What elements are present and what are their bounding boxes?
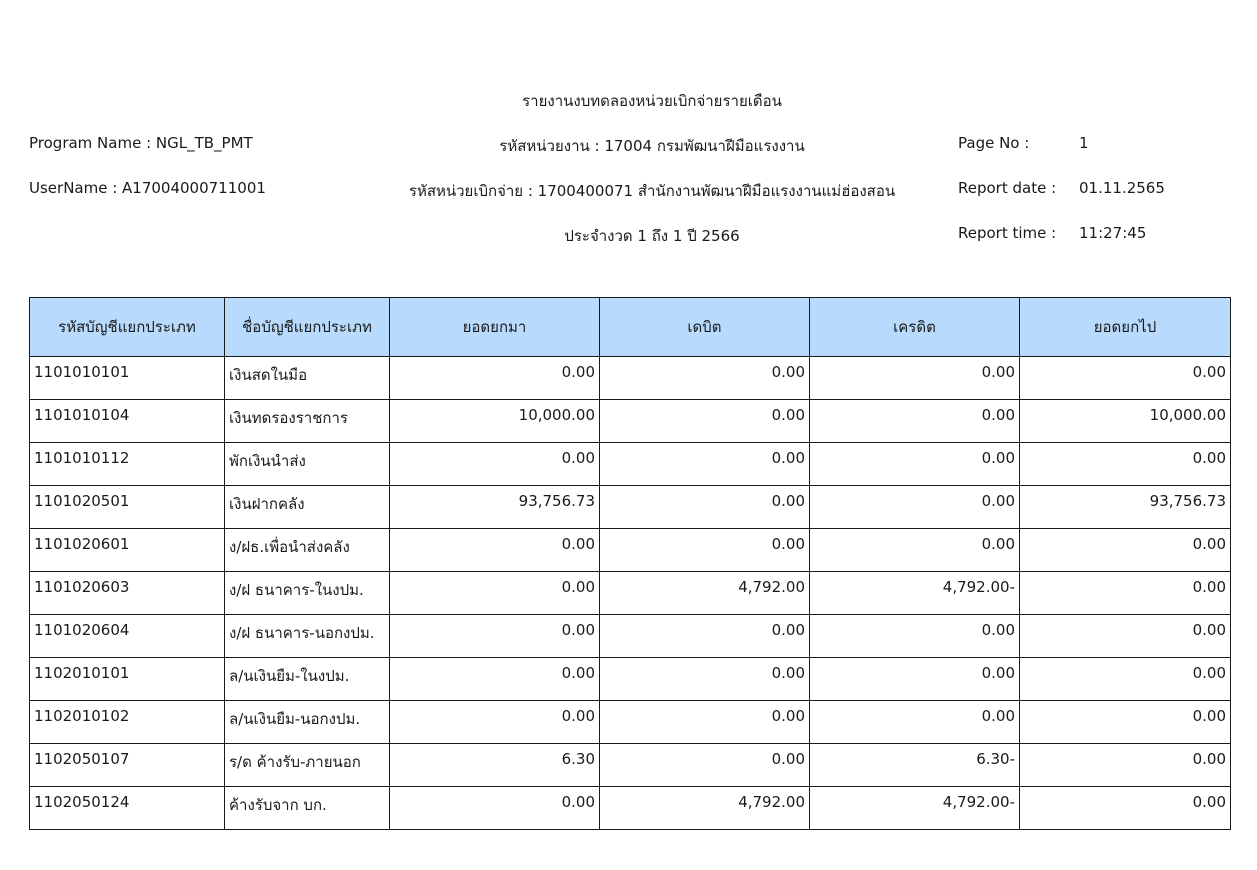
cell-debit: 0.00 xyxy=(600,658,810,701)
cell-opening-balance: 0.00 xyxy=(390,443,600,486)
report-title: รายงานงบทดลองหน่วยเบิกจ่ายรายเดือน xyxy=(522,92,782,110)
column-header-closing-balance: ยอดยกไป xyxy=(1020,298,1231,357)
report-period: ประจำงวด 1 ถึง 1 ปี 2566 xyxy=(564,227,740,245)
disbursing-unit: รหัสหน่วยเบิกจ่าย : 1700400071 สำนักงานพัฒนาฝีมือแรงงานแม่ฮ่องสอน xyxy=(408,182,896,200)
cell-credit: 0.00 xyxy=(810,443,1020,486)
cell-debit: 4,792.00 xyxy=(600,787,810,830)
cell-credit: 0.00 xyxy=(810,701,1020,744)
column-header-credit: เครดิต xyxy=(810,298,1020,357)
cell-account-code: 1101010112 xyxy=(30,443,225,486)
cell-account-code: 1101020601 xyxy=(30,529,225,572)
cell-opening-balance: 93,756.73 xyxy=(390,486,600,529)
table-row xyxy=(30,744,1231,787)
table-row xyxy=(30,701,1231,744)
cell-account-code: 1101010104 xyxy=(30,400,225,443)
cell-account-code: 1102010102 xyxy=(30,701,225,744)
cell-account-code: 1102050107 xyxy=(30,744,225,787)
cell-account-name: ร/ด ค้างรับ-ภายนอก xyxy=(225,744,390,787)
cell-closing-balance: 0.00 xyxy=(1020,443,1231,486)
cell-credit: 0.00 xyxy=(810,615,1020,658)
cell-closing-balance: 93,756.73 xyxy=(1020,486,1231,529)
page-no-value: 1 xyxy=(1079,134,1089,152)
cell-debit: 0.00 xyxy=(600,443,810,486)
cell-opening-balance: 0.00 xyxy=(390,615,600,658)
cell-account-code: 1101020501 xyxy=(30,486,225,529)
cell-account-name: เงินฝากคลัง xyxy=(225,486,390,529)
cell-account-code: 1101010101 xyxy=(30,357,225,400)
cell-opening-balance: 0.00 xyxy=(390,572,600,615)
cell-credit: 0.00 xyxy=(810,658,1020,701)
cell-opening-balance: 6.30 xyxy=(390,744,600,787)
report-time-value: 11:27:45 xyxy=(1079,224,1147,242)
cell-debit: 0.00 xyxy=(600,615,810,658)
cell-closing-balance: 0.00 xyxy=(1020,357,1231,400)
trial-balance-table xyxy=(29,297,1231,830)
cell-closing-balance: 0.00 xyxy=(1020,701,1231,744)
cell-account-name: ง/ฝ ธนาคาร-นอกงปม. xyxy=(225,615,390,658)
cell-opening-balance: 0.00 xyxy=(390,529,600,572)
cell-debit: 0.00 xyxy=(600,486,810,529)
report-date-label: Report date : xyxy=(958,179,1057,197)
table-header-row xyxy=(30,298,1231,357)
cell-closing-balance: 0.00 xyxy=(1020,658,1231,701)
user-name: UserName : A17004000711001 xyxy=(29,179,266,197)
table-row xyxy=(30,658,1231,701)
column-header-account-code: รหัสบัญชีแยกประเภท xyxy=(30,298,225,357)
cell-opening-balance: 0.00 xyxy=(390,357,600,400)
column-header-debit: เดบิต xyxy=(600,298,810,357)
cell-opening-balance: 0.00 xyxy=(390,658,600,701)
cell-opening-balance: 0.00 xyxy=(390,787,600,830)
cell-debit: 0.00 xyxy=(600,701,810,744)
cell-closing-balance: 0.00 xyxy=(1020,744,1231,787)
table-row xyxy=(30,615,1231,658)
report-time-label: Report time : xyxy=(958,224,1057,242)
cell-credit: 0.00 xyxy=(810,529,1020,572)
cell-account-name: ล/นเงินยืม-ในงปม. xyxy=(225,658,390,701)
cell-account-name: ล/นเงินยืม-นอกงปม. xyxy=(225,701,390,744)
cell-credit: 0.00 xyxy=(810,400,1020,443)
cell-closing-balance: 0.00 xyxy=(1020,615,1231,658)
cell-debit: 4,792.00 xyxy=(600,572,810,615)
program-name: Program Name : NGL_TB_PMT xyxy=(29,134,253,152)
cell-credit: 4,792.00- xyxy=(810,572,1020,615)
cell-closing-balance: 10,000.00 xyxy=(1020,400,1231,443)
cell-closing-balance: 0.00 xyxy=(1020,572,1231,615)
cell-debit: 0.00 xyxy=(600,744,810,787)
cell-credit: 0.00 xyxy=(810,357,1020,400)
table-row xyxy=(30,400,1231,443)
cell-closing-balance: 0.00 xyxy=(1020,529,1231,572)
cell-account-name: ค้างรับจาก บก. xyxy=(225,787,390,830)
cell-credit: 4,792.00- xyxy=(810,787,1020,830)
cell-credit: 6.30- xyxy=(810,744,1020,787)
cell-account-code: 1102010101 xyxy=(30,658,225,701)
table-row xyxy=(30,787,1231,830)
report-date-value: 01.11.2565 xyxy=(1079,179,1165,197)
page-no-label: Page No : xyxy=(958,134,1030,152)
column-header-opening-balance: ยอดยกมา xyxy=(390,298,600,357)
cell-account-name: ง/ฝธ.เพื่อนำส่งคลัง xyxy=(225,529,390,572)
table-row xyxy=(30,486,1231,529)
cell-account-name: เงินทดรองราชการ xyxy=(225,400,390,443)
column-header-account-name: ชื่อบัญชีแยกประเภท xyxy=(225,298,390,357)
cell-account-name: ง/ฝ ธนาคาร-ในงปม. xyxy=(225,572,390,615)
cell-account-code: 1101020603 xyxy=(30,572,225,615)
cell-debit: 0.00 xyxy=(600,529,810,572)
agency-code: รหัสหน่วยงาน : 17004 กรมพัฒนาฝีมือแรงงาน xyxy=(499,137,805,155)
cell-debit: 0.00 xyxy=(600,400,810,443)
cell-credit: 0.00 xyxy=(810,486,1020,529)
cell-account-code: 1102050124 xyxy=(30,787,225,830)
table-row xyxy=(30,357,1231,400)
cell-debit: 0.00 xyxy=(600,357,810,400)
table-row xyxy=(30,529,1231,572)
cell-account-name: เงินสดในมือ xyxy=(225,357,390,400)
cell-opening-balance: 0.00 xyxy=(390,701,600,744)
cell-account-code: 1101020604 xyxy=(30,615,225,658)
table-row xyxy=(30,443,1231,486)
cell-closing-balance: 0.00 xyxy=(1020,787,1231,830)
cell-account-name: พักเงินนำส่ง xyxy=(225,443,390,486)
cell-opening-balance: 10,000.00 xyxy=(390,400,600,443)
table-row xyxy=(30,572,1231,615)
